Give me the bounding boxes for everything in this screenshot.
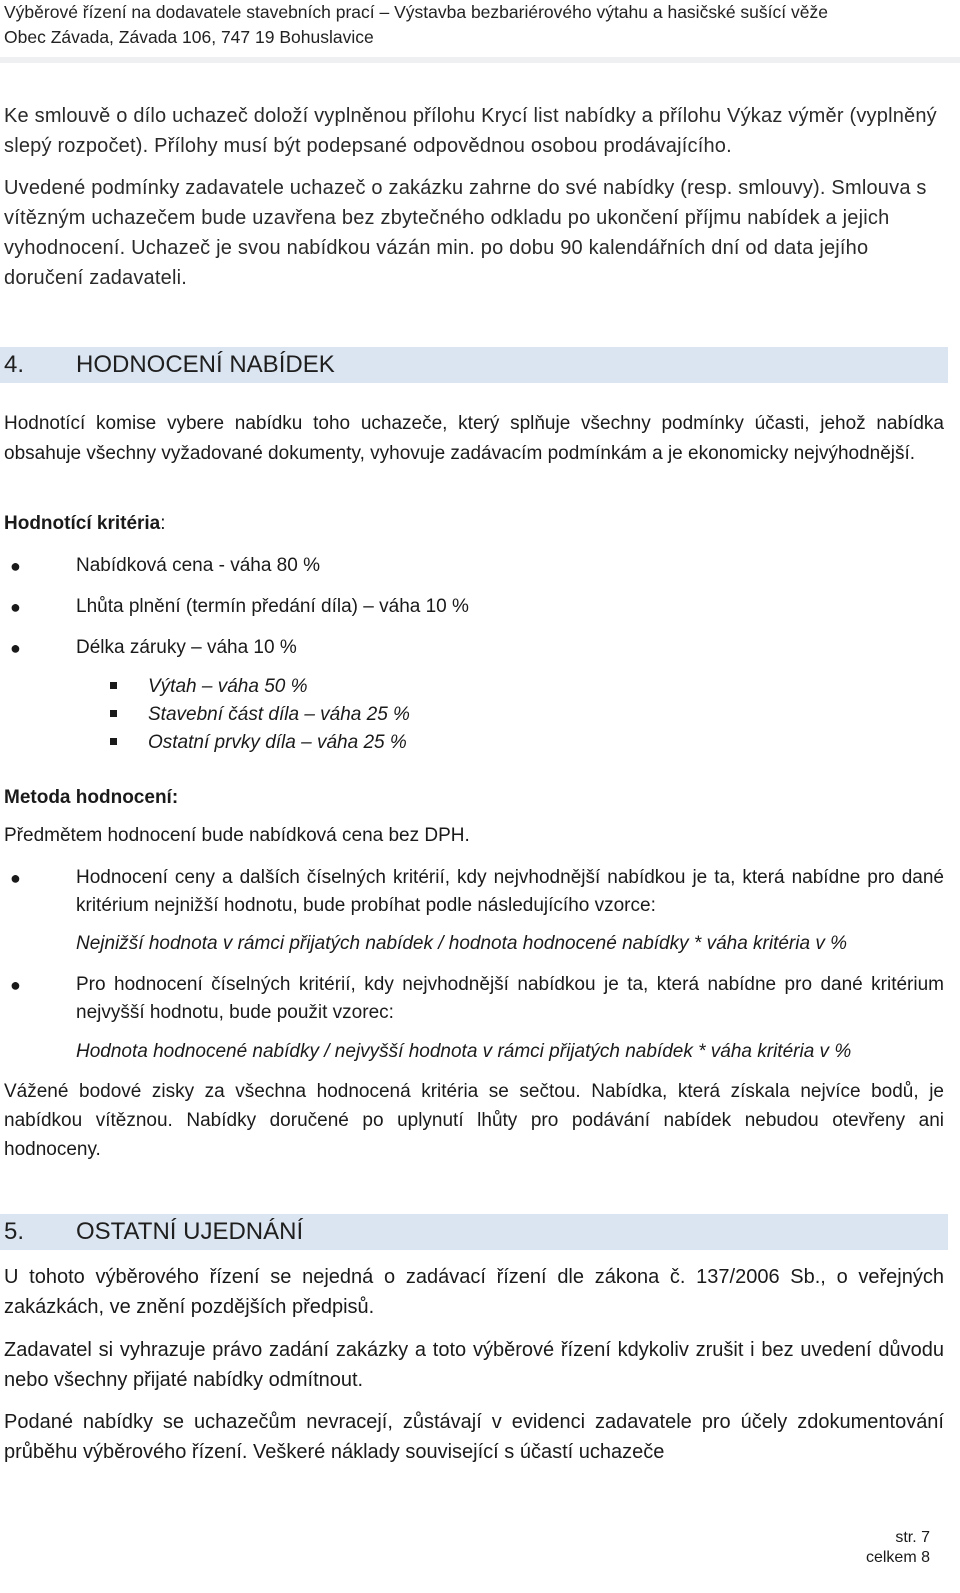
criteria-colon: : bbox=[160, 513, 166, 534]
bullet-icon: ● bbox=[10, 868, 21, 888]
formula-lowest: Nejnižší hodnota v rámci přijatých nabídek / hodnota hodnocené nabídky * váha kritéria v % bbox=[76, 933, 848, 954]
section-5-title: OSTATNÍ UJEDNÁNÍ bbox=[76, 1218, 304, 1245]
section-4-intro: Hodnotící komise vybere nabídku toho uchazeče, který splňuje všechny podmínky účasti, jehož nabídka obsahuje všechny vyžadované dokumenty, vyhovuje zadávacím podmínkám a je ekonomicky nejvýhodnější. bbox=[4, 413, 944, 464]
criteria-label-row bbox=[4, 510, 166, 538]
header-divider bbox=[0, 57, 960, 63]
section-4-number: 4. bbox=[4, 351, 25, 378]
section-4-closing: Vážené bodové zisky za všechna hodnocená kritéria se sečtou. Nabídka, která získala nejvíce bodů, je nabídkou vítěznou. Nabídky doručené po uplynutí lhůty pro podávání nabídek nebudou otevřeny ani hodnoceny. bbox=[4, 1081, 944, 1160]
section-4-title: HODNOCENÍ NABÍDEK bbox=[76, 351, 335, 378]
criteria-item-text: Délka záruky – váha 10 % bbox=[76, 637, 297, 658]
square-bullet-icon bbox=[110, 682, 117, 689]
page-number: str. 7 bbox=[895, 1529, 930, 1546]
subcriteria-text: Ostatní prvky díla – váha 25 % bbox=[148, 732, 407, 753]
criteria-item-text: Nabídková cena - váha 80 % bbox=[76, 555, 320, 576]
bullet-icon: ● bbox=[10, 556, 21, 576]
section-5-paragraph-3: Podané nabídky se uchazečům nevracejí, zůstávají v evidenci zadavatele pro účely zdokumentování průběhu výběrového řízení. Veškeré náklady související s účastí uchazeče bbox=[4, 1411, 944, 1463]
subcriteria-text: Výtah – váha 50 % bbox=[148, 676, 308, 697]
header-address: Obec Závada, Závada 106, 747 19 Bohuslavice bbox=[4, 27, 374, 47]
section-5-paragraph-1: U tohoto výběrového řízení se nejedná o zadávací řízení dle zákona č. 137/2006 Sb., o veřejných zakázkách, ve znění pozdějších předpisů. bbox=[4, 1266, 944, 1318]
criteria-label: Hodnotící kritéria bbox=[4, 513, 161, 534]
criteria-item-text: Lhůta plnění (termín předání díla) – váha 10 % bbox=[76, 596, 469, 617]
page-header bbox=[4, 0, 954, 50]
method-label: Metoda hodnocení: bbox=[4, 787, 179, 808]
formula-highest: Hodnota hodnocené nabídky / nejvyšší hodnota v rámci přijatých nabídek * váha kritéria v % bbox=[76, 1041, 852, 1062]
intro-paragraph-1: Ke smlouvě o dílo uchazeč doloží vyplněnou přílohu Krycí list nabídky a přílohu Výkaz výměr (vyplněný slepý rozpočet). Přílohy musí být podepsané odpovědnou osobou prodávajícího. bbox=[4, 105, 937, 157]
subcriteria-text: Stavební část díla – váha 25 % bbox=[148, 704, 410, 725]
section-5-heading bbox=[4, 1214, 303, 1250]
header-title: Výběrové řízení na dodavatele stavebních prací – Výstavba bezbariérového výtahu a hasičské sušící věže bbox=[4, 2, 828, 22]
square-bullet-icon bbox=[110, 738, 117, 745]
bullet-icon: ● bbox=[10, 597, 21, 617]
bullet-icon: ● bbox=[10, 638, 21, 658]
method-text: Předmětem hodnocení bude nabídková cena bez DPH. bbox=[4, 825, 470, 846]
section-5-paragraph-2: Zadavatel si vyhrazuje právo zadání zakázky a toto výběrové řízení kdykoliv zrušit i bez uvedení důvodu nebo všechny přijaté nabídky odmítnout. bbox=[4, 1339, 944, 1391]
intro-paragraph-2: Uvedené podmínky zadavatele uchazeč o zakázku zahrne do své nabídky (resp. smlouvy). Smlouva s vítězným uchazečem bude uzavřena bez zbytečného odkladu po ukončení příjmu nabídek a jejich vyhodnocení. Uchazeč je svou nabídkou vázán min. po dobu 90 kalendářních dní od data jejího doručení zadavateli. bbox=[4, 177, 927, 289]
section-4-heading bbox=[4, 347, 335, 383]
bullet-icon: ● bbox=[10, 975, 21, 995]
page-footer bbox=[866, 1528, 930, 1568]
page-total: celkem 8 bbox=[865, 1549, 930, 1566]
section-5-number: 5. bbox=[4, 1218, 25, 1245]
method-bullet-text: Hodnocení ceny a dalších číselných kritérií, kdy nejvhodnější nabídkou je ta, která nabídne pro dané kritérium nejnižší hodnotu, bude probíhat podle následujícího vzorce: bbox=[76, 867, 944, 916]
square-bullet-icon bbox=[110, 710, 117, 717]
method-bullet-text: Pro hodnocení číselných kritérií, kdy nejvhodnější nabídkou je ta, která nabídne pro dané kritérium nejvyšší hodnotu, bude použit vzorec: bbox=[76, 974, 944, 1023]
